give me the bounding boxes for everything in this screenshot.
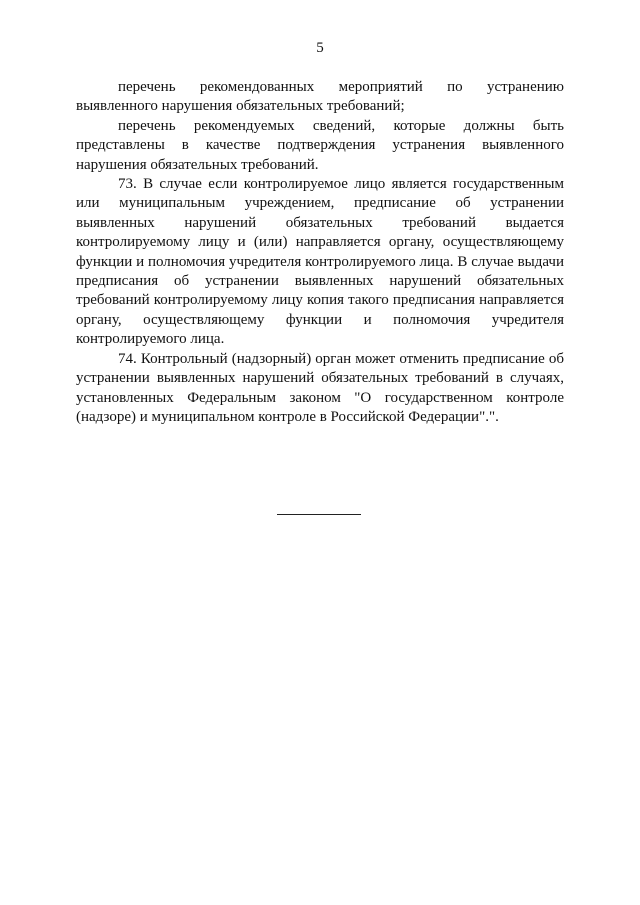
end-divider-line <box>277 514 361 515</box>
paragraph-recommended-measures: перечень рекомендованных мероприятий по устранению выявленного нарушения обязательных требований; <box>76 79 564 115</box>
paragraph-recommended-information: перечень рекомендуемых сведений, которые должны быть представлены в качестве подтверждения устранения выявленного нарушения обязательных требований. <box>76 117 564 173</box>
document-body <box>76 78 564 427</box>
paragraph-73: 73. В случае если контролируемое лицо является государственным или муниципальным учреждением, предписание об устранении выявленных нарушений обязательных требований выдается контролируемому лицу и (или) направляется органу, осуществляющему функции и полномочия учредителя контролируемого лица. В случае выдачи предписания об устранении выявленных нарушений обязательных требований контролируемому лицу копия такого предписания направляется органу, осуществляющему функции и полномочия учредителя контролируемого лица. <box>76 176 564 348</box>
page-number: 5 <box>316 40 324 56</box>
paragraph-74: 74. Контрольный (надзорный) орган может отменить предписание об устранении выявленных нарушений обязательных требований в случаях, установленных Федеральным законом "О государственном контроле (надзоре) и муниципальном контроле в Российской Федерации".". <box>76 350 564 425</box>
